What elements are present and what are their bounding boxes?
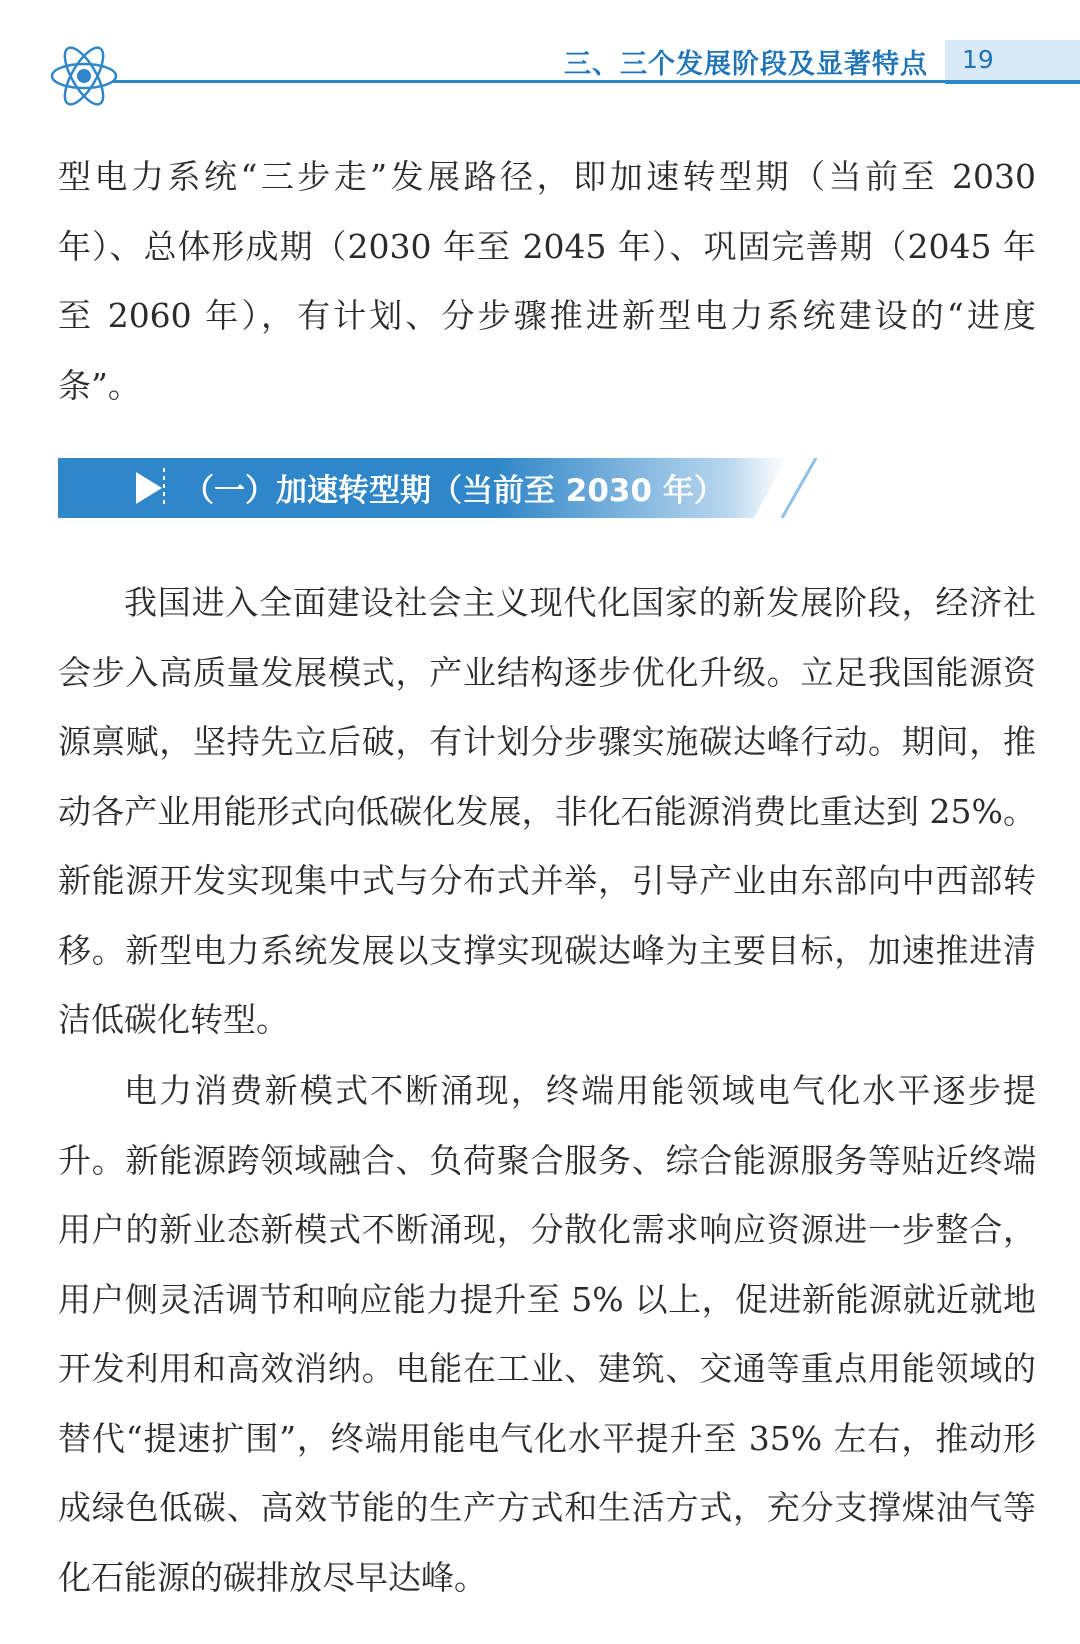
chapter-title: 三、三个发展阶段及显著特点 bbox=[564, 49, 928, 80]
page-number: 19 bbox=[962, 45, 994, 74]
page-number-box bbox=[945, 40, 1080, 84]
atom-icon bbox=[48, 40, 120, 112]
paragraph-continued: 型电力系统“三步走”发展路径，即加速转型期（当前至 2030 年）、总体形成期（2030 年至 2045 年）、巩固完善期（2045 年至 2060 年），有计划、分步骤推进新型电力系统建设的“进度条”。 bbox=[58, 157, 1036, 405]
paragraph: 我国进入全面建设社会主义现代化国家的新发展阶段，经济社会步入高质量发展模式，产业结构逐步优化升级。立足我国能源资源禀赋，坚持先立后破，有计划分步骤实施碳达峰行动。期间，推动各产业用能形式向低碳化发展，非化石能源消费比重达到 25%。新能源开发实现集中式与分布式并举，引导产业由东部向中西部转移。新型电力系统发展以支撑实现碳达峰为主要目标，加速推进清洁低碳化转型。 bbox=[58, 583, 1036, 1039]
paragraph: 电力消费新模式不断涌现，终端用能领域电气化水平逐步提升。新能源跨领域融合、负荷聚合服务、综合能源服务等贴近终端用户的新业态新模式不断涌现，分散化需求响应资源进一步整合，用户侧灵活调节和响应能力提升至 5% 以上，促进新能源就近就地开发利用和高效消纳。电能在工业、建筑、交通等重点用能领域的替代“提速扩围”，终端用能电气化水平提升至 35% 左右，推动形成绿色低碳、高效节能的生产方式和生活方式，充分支撑煤油气等化石能源的碳排放尽早达峰。 bbox=[58, 1071, 1036, 1597]
section-title: （一）加速转型期（当前至 2030 年） bbox=[183, 473, 725, 509]
play-icon bbox=[136, 472, 162, 504]
page-header bbox=[0, 0, 1080, 120]
section-banner bbox=[58, 458, 818, 518]
